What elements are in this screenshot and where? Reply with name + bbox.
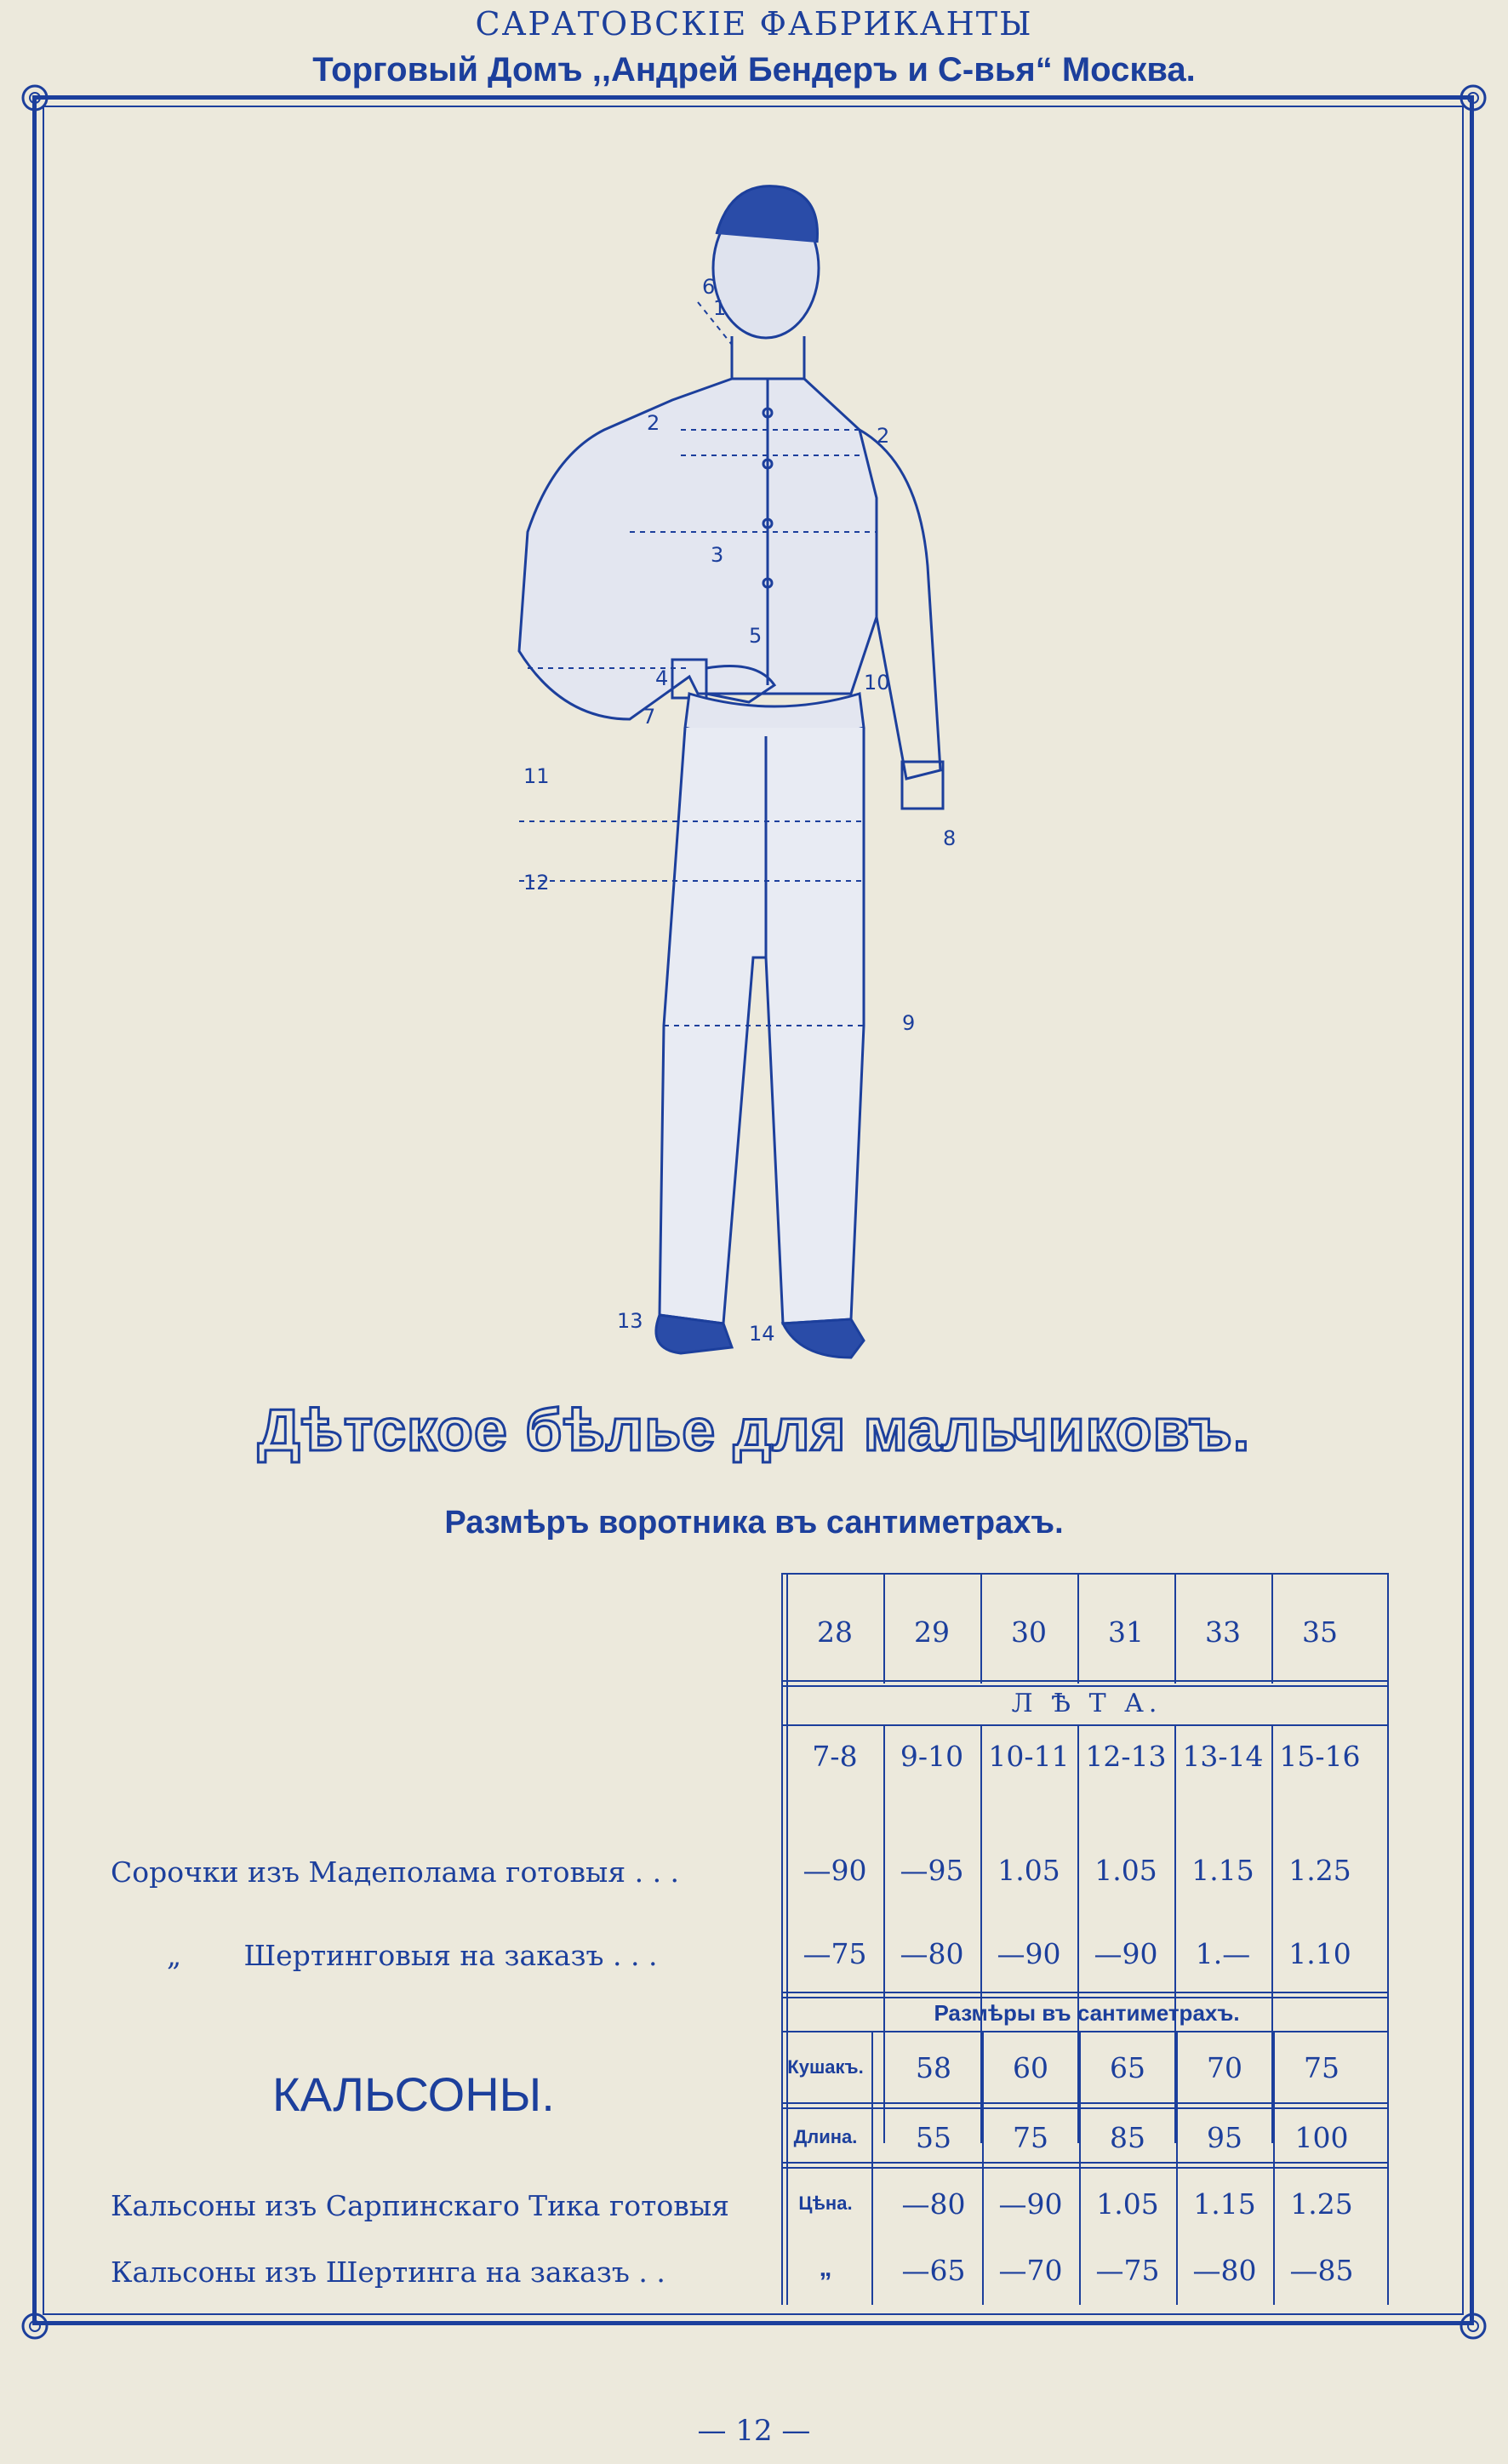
svg-text:4: 4 — [655, 666, 669, 690]
row-label-kalsony-tik: Кальсоны изъ Сарпинскаго Тика готовыя — [111, 2189, 729, 2222]
price-cell: 1.25 — [1288, 1854, 1351, 1887]
waist-cell: 65 — [1110, 2051, 1145, 2084]
price-cell: —95 — [900, 1854, 964, 1887]
years-cell: 12-13 — [1085, 1740, 1167, 1773]
corner-ornament-icon — [1454, 78, 1493, 117]
price-cell: 1.15 — [1191, 1854, 1254, 1887]
kalsony-price-cell: 1.15 — [1193, 2187, 1256, 2221]
length-cell: 55 — [916, 2121, 951, 2154]
svg-text:2: 2 — [877, 424, 890, 448]
kalsony-price-cell: —80 — [1192, 2254, 1257, 2287]
years-cell: 9-10 — [900, 1740, 964, 1773]
svg-text:7: 7 — [643, 705, 656, 729]
length-cell: 100 — [1294, 2121, 1349, 2154]
sizes-label: Размѣры въ сантиметрахъ. — [934, 2000, 1240, 2026]
kalsony-price-cell: —80 — [901, 2187, 966, 2221]
row-label-kalsony-shirting: Кальсоны изъ Шертинга на заказъ . . — [111, 2255, 665, 2289]
price-cell: —90 — [1094, 1937, 1158, 1970]
kalsony-price-cell: 1.05 — [1096, 2187, 1159, 2221]
svg-text:11: 11 — [523, 764, 550, 788]
row-label-madepolam: Сорочки изъ Мадеполама готовыя . . . — [111, 1855, 680, 1889]
svg-text:13: 13 — [617, 1309, 643, 1333]
price-cell: —75 — [803, 1937, 867, 1970]
svg-text:2: 2 — [647, 411, 660, 435]
row-label-shirting: „ Шертинговыя на заказъ . . . — [167, 1939, 658, 1972]
header-firm-type: САРАТОВСКІЕ ФАБРИКАНТЫ — [475, 5, 1033, 43]
boy-underwear-illustration — [477, 174, 957, 1375]
svg-text:3: 3 — [711, 543, 724, 567]
collar-size-cell: 28 — [817, 1615, 853, 1649]
length-cell: 95 — [1207, 2121, 1242, 2154]
collar-size-cell: 30 — [1011, 1615, 1047, 1649]
svg-text:12: 12 — [523, 871, 550, 895]
price-cell: —80 — [900, 1937, 964, 1970]
waist-cell: 75 — [1304, 2051, 1339, 2084]
years-label: Л Ѣ Т А. — [1011, 1689, 1162, 1718]
collar-size-cell: 33 — [1205, 1615, 1241, 1649]
kalsony-price-cell: —90 — [998, 2187, 1063, 2221]
waist-label: Кушакъ. — [787, 2056, 864, 2078]
length-cell: 85 — [1110, 2121, 1145, 2154]
price-cell: —90 — [803, 1854, 867, 1887]
years-cell: 15-16 — [1279, 1740, 1361, 1773]
price-table — [781, 1573, 1389, 2305]
header-firm-name: Торговый Домъ ,,Андрей Бендеръ и С-вья“ Москва. — [312, 51, 1196, 89]
page-number: — 12 — — [697, 2414, 811, 2448]
corner-ornament-icon — [15, 78, 54, 117]
svg-text:5: 5 — [749, 624, 763, 648]
price-label: Цѣна. — [798, 2192, 853, 2214]
price-cell: —90 — [997, 1937, 1061, 1970]
kalsony-heading: КАЛЬСОНЫ. — [272, 2067, 555, 2121]
collar-size-cell: 35 — [1302, 1615, 1338, 1649]
years-cell: 7-8 — [812, 1740, 858, 1773]
price-cell: 1.05 — [997, 1854, 1060, 1887]
kalsony-price-cell: —85 — [1289, 2254, 1354, 2287]
price-cell: 1.10 — [1288, 1937, 1351, 1970]
waist-cell: 70 — [1207, 2051, 1242, 2084]
kalsony-price-cell: 1.25 — [1290, 2187, 1353, 2221]
price-cell: 1.05 — [1094, 1854, 1157, 1887]
ditto-mark: „ — [819, 2254, 832, 2282]
corner-ornament-icon — [15, 2307, 54, 2346]
svg-text:6: 6 — [702, 275, 716, 299]
collar-size-cell: 31 — [1108, 1615, 1144, 1649]
page-title: Дѣтское бѣлье для мальчиковъ. — [257, 1397, 1251, 1463]
waist-cell: 58 — [916, 2051, 951, 2084]
waist-cell: 60 — [1013, 2051, 1048, 2084]
kalsony-price-cell: —65 — [901, 2254, 966, 2287]
length-cell: 75 — [1013, 2121, 1048, 2154]
kalsony-price-cell: —70 — [998, 2254, 1063, 2287]
kalsony-price-cell: —75 — [1095, 2254, 1160, 2287]
years-cell: 10-11 — [988, 1740, 1070, 1773]
svg-text:10: 10 — [864, 671, 890, 695]
price-cell: 1.— — [1195, 1937, 1251, 1970]
fig-number: 1 — [713, 296, 727, 320]
svg-text:9: 9 — [902, 1011, 916, 1035]
svg-text:8: 8 — [943, 826, 957, 850]
corner-ornament-icon — [1454, 2307, 1493, 2346]
svg-text:14: 14 — [749, 1322, 775, 1346]
collar-size-cell: 29 — [914, 1615, 950, 1649]
years-cell: 13-14 — [1182, 1740, 1264, 1773]
length-label: Длина. — [793, 2126, 858, 2147]
subtitle-collar-size: Размѣръ воротника въ сантиметрахъ. — [444, 1505, 1064, 1541]
